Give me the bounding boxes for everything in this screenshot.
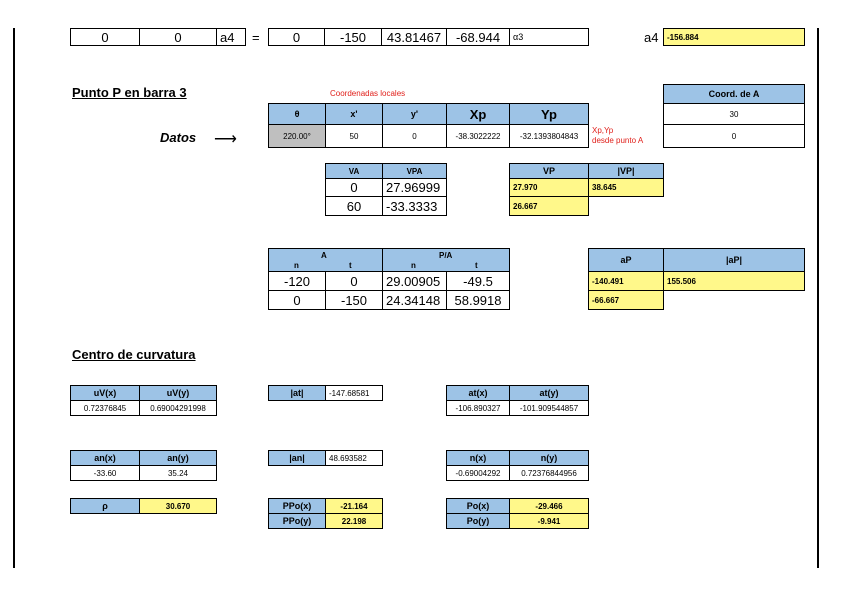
- accel-row2-pan[interactable]: 24.34148: [382, 290, 447, 310]
- top-cell-5[interactable]: -150: [324, 28, 382, 46]
- accel-row2-at[interactable]: -150: [325, 290, 383, 310]
- vp-abs-value[interactable]: 38.645: [588, 178, 664, 197]
- poy-label: Po(y): [446, 513, 510, 529]
- at-abs-label: |at|: [268, 385, 326, 401]
- uvy-value[interactable]: 0.69004291998: [139, 400, 217, 416]
- rho-value[interactable]: 30.670: [139, 498, 217, 514]
- coordenadas-locales-label: Coordenadas locales: [330, 89, 406, 98]
- vp-abs-header: |VP|: [588, 163, 664, 179]
- accel-pa-t: t: [475, 261, 478, 270]
- uvx-value[interactable]: 0.72376845: [70, 400, 140, 416]
- accel-a-header: [268, 248, 383, 272]
- vpa-value-1[interactable]: 27.96999: [382, 178, 447, 197]
- ppoy-value[interactable]: 22.198: [325, 513, 383, 529]
- accel-row2-an[interactable]: 0: [268, 290, 326, 310]
- coord-a-x[interactable]: 30: [663, 103, 805, 125]
- a4-label: a4: [644, 30, 659, 45]
- accel-a-t: t: [349, 261, 352, 270]
- vpa-header: VPA: [382, 163, 447, 179]
- punto-p-title: Punto P en barra 3: [72, 85, 187, 100]
- xp-value[interactable]: -38.3022222: [446, 124, 510, 148]
- a4-value[interactable]: -156.884: [663, 28, 805, 46]
- an-abs-label: |an|: [268, 450, 326, 466]
- xpyp-note-2: desde punto A: [592, 136, 644, 145]
- any-value[interactable]: 35.24: [139, 465, 217, 481]
- ap-value-2[interactable]: -66.667: [588, 290, 664, 310]
- left-border: [13, 28, 15, 568]
- datos-label: Datos: [160, 130, 197, 145]
- xp-header: Xp: [446, 103, 510, 125]
- xprime-value[interactable]: 50: [325, 124, 383, 148]
- yp-header: Yp: [509, 103, 589, 125]
- ppoy-label: PPo(y): [268, 513, 326, 529]
- accel-row1-an[interactable]: -120: [268, 271, 326, 291]
- an-abs-value[interactable]: 48.693582: [325, 450, 383, 466]
- ap-abs-header: |aP|: [663, 248, 805, 272]
- anx-header: an(x): [70, 450, 140, 466]
- rho-label: ρ: [70, 498, 140, 514]
- accel-pa-n: n: [411, 261, 416, 270]
- coord-a-y[interactable]: 0: [663, 124, 805, 148]
- pox-label: Po(x): [446, 498, 510, 514]
- vp-header: VP: [509, 163, 589, 179]
- accel-row1-pat[interactable]: -49.5: [446, 271, 510, 291]
- accel-row1-at[interactable]: 0: [325, 271, 383, 291]
- ap-header: aP: [588, 248, 664, 272]
- coord-a-header: Coord. de A: [663, 84, 805, 104]
- yprime-value[interactable]: 0: [382, 124, 447, 148]
- accel-row1-pan[interactable]: 29.00905: [382, 271, 447, 291]
- ppox-value[interactable]: -21.164: [325, 498, 383, 514]
- atx-value[interactable]: -106.890327: [446, 400, 510, 416]
- yp-value[interactable]: -32.1393804843: [509, 124, 589, 148]
- top-cell-a4[interactable]: a4: [216, 28, 246, 46]
- va-value-1[interactable]: 0: [325, 178, 383, 197]
- yprime-header: y': [382, 103, 447, 125]
- ap-value-1[interactable]: -140.491: [588, 271, 664, 291]
- top-cell-7[interactable]: -68.944: [446, 28, 510, 46]
- vpa-value-2[interactable]: -33.3333: [382, 196, 447, 216]
- accel-pa-label: P/A: [439, 251, 453, 260]
- top-cell-1[interactable]: 0: [70, 28, 140, 46]
- right-border: [817, 28, 819, 568]
- top-cell-4[interactable]: 0: [268, 28, 325, 46]
- top-cell-alpha3[interactable]: α3: [509, 28, 589, 46]
- nx-value[interactable]: -0.69004292: [446, 465, 510, 481]
- top-cell-6[interactable]: 43.81467: [381, 28, 447, 46]
- arrow-icon: ⟶: [214, 131, 237, 148]
- vp-value-1[interactable]: 27.970: [509, 178, 589, 197]
- accel-pa-header: [382, 248, 510, 272]
- ny-value[interactable]: 0.72376844956: [509, 465, 589, 481]
- nx-header: n(x): [446, 450, 510, 466]
- centro-title: Centro de curvatura: [72, 347, 196, 362]
- vp-value-2[interactable]: 26.667: [509, 196, 589, 216]
- aty-header: at(y): [509, 385, 589, 401]
- va-header: VA: [325, 163, 383, 179]
- any-header: an(y): [139, 450, 217, 466]
- uvy-header: uV(y): [139, 385, 217, 401]
- xpyp-note-1: Xp,Yp: [592, 126, 614, 135]
- accel-a-n: n: [294, 261, 299, 270]
- aty-value[interactable]: -101.909544857: [509, 400, 589, 416]
- theta-value[interactable]: 220.00°: [268, 124, 326, 148]
- ny-header: n(y): [509, 450, 589, 466]
- xprime-header: x': [325, 103, 383, 125]
- accel-a-label: A: [321, 251, 327, 260]
- pox-value[interactable]: -29.466: [509, 498, 589, 514]
- accel-row2-pat[interactable]: 58.9918: [446, 290, 510, 310]
- atx-header: at(x): [446, 385, 510, 401]
- uvx-header: uV(x): [70, 385, 140, 401]
- anx-value[interactable]: -33.60: [70, 465, 140, 481]
- va-value-2[interactable]: 60: [325, 196, 383, 216]
- equals-sign: =: [252, 30, 260, 45]
- theta-header: θ: [268, 103, 326, 125]
- poy-value[interactable]: -9.941: [509, 513, 589, 529]
- ap-abs-value[interactable]: 155.506: [663, 271, 805, 291]
- ppox-label: PPo(x): [268, 498, 326, 514]
- at-abs-value[interactable]: -147.68581: [325, 385, 383, 401]
- top-cell-2[interactable]: 0: [139, 28, 217, 46]
